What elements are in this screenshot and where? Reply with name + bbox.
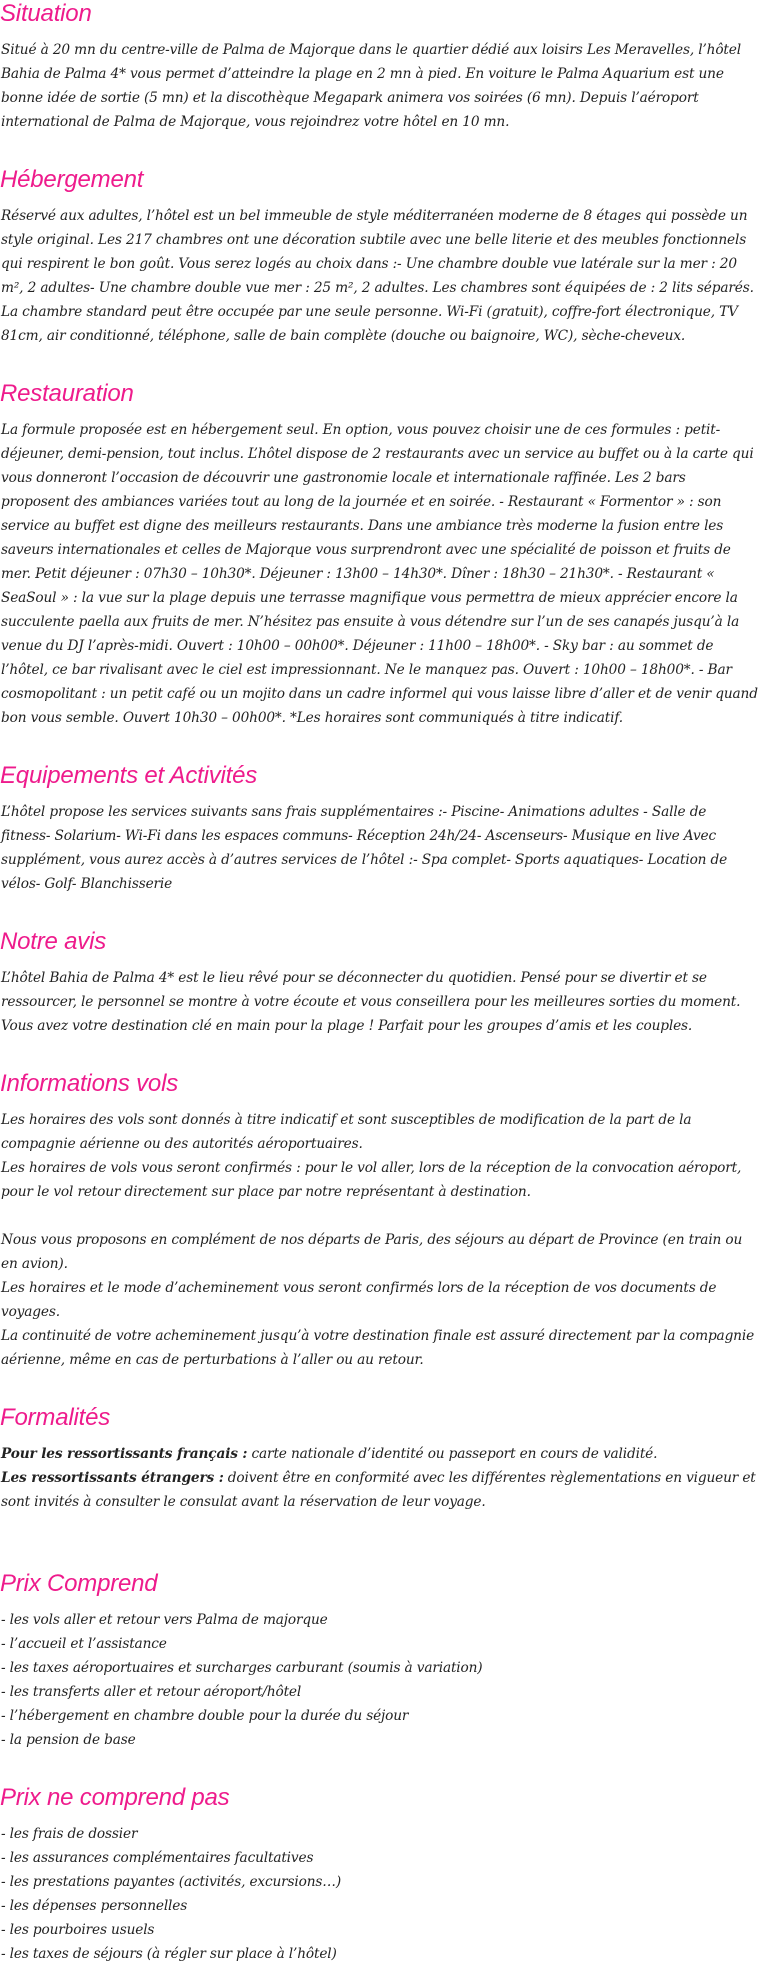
formalites-french-label: Pour les ressortissants français : — [1, 1446, 248, 1462]
list-item: - les assurances complémentaires facultatives — [1, 1850, 314, 1866]
list-item: - l’accueil et l’assistance — [1, 1636, 167, 1652]
list-item: - l’hébergement en chambre double pour la durée du séjour — [1, 1708, 409, 1724]
list-item: - les transferts aller et retour aéroport/hôtel — [1, 1684, 302, 1700]
section-title-restauration: Restauration — [0, 380, 134, 407]
section-title-vols: Informations vols — [0, 1070, 179, 1097]
vols-paragraph-5: La continuité de votre acheminement jusqu’à votre destination finale est assuré directement par la compagnie aérienne, même en cas de perturbations à l’aller ou au retour. — [1, 1328, 755, 1368]
section-title-formalites: Formalités — [0, 1404, 111, 1431]
prix-ne-comprend-list — [0, 1822, 758, 1966]
list-item: - la pension de base — [1, 1732, 136, 1748]
section-title-equipements: Equipements et Activités — [0, 762, 258, 789]
vols-paragraph-2: Les horaires de vols vous seront confirmés : pour le vol aller, lors de la réception de la convocation aéroport, pour le vol retour directement sur place par notre représentant à destination. — [1, 1160, 742, 1200]
list-item: - les taxes aéroportuaires et surcharges carburant (soumis à variation) — [1, 1660, 483, 1676]
vols-paragraph-4: Les horaires et le mode d’acheminement vous seront confirmés lors de la réception de vos documents de voyages. — [1, 1280, 717, 1320]
list-item: - les frais de dossier — [1, 1826, 138, 1842]
equipements-text: L’hôtel propose les services suivants sans frais supplémentaires :- Piscine- Animations adultes - Salle de fitness- Solarium- Wi-Fi dans les espaces communs- Réception 24h/24- Ascenseurs- Musique en live Avec supplément, vous aurez accès à d’autres services de l’hôtel :- Spa complet- Sports aquatiques- Location de vélos- Golf- Blanchisserie — [1, 804, 728, 892]
restauration-text: La formule proposée est en hébergement seul. En option, vous pouvez choisir une de ces formules : petit-déjeuner, demi-pension, tout inclus. L’hôtel dispose de 2 restaurants avec un service au buffet ou à la carte qui vous donneront l’occasion de découvrir une gastronomie locale et internationale raffinée. Les 2 bars proposent des ambiances variées tout au long de la journée et en soirée. - Restaurant « Formentor » : son service au buffet est digne des meilleurs restaurants. Dans une ambiance très moderne la fusion entre les saveurs internationales et celles de Majorque vous surprendront avec une spécialité de poisson et fruits de mer. Petit déjeuner : 07h30 – 10h30*. Déjeuner : 13h00 – 14h30*. Dîner : 18h30 – 21h30*. - Restaurant « SeaSoul » : la vue sur la plage depuis une terrasse magnifique vous permettra de mieux apprécier encore la succulente paella aux fruits de mer. N’hésitez pas ensuite à vous détendre sur l’un de ses canapés jusqu’à la venue du DJ l’après-midi. Ouvert : 10h00 – 00h00*. Déjeuner : 11h00 – 18h00*. - Sky bar : au sommet de l’hôtel, ce bar rivalisant avec le ciel est impressionnant. Ne le manquez pas. Ouvert : 10h00 – 18h00*. - Bar cosmopolitant : un petit café ou un mojito dans un cadre informel qui vous laisse libre d’aller et de venir quand bon vous semble. Ouvert 10h30 – 00h00*. *Les horaires sont communiqués à titre indicatif. — [1, 422, 758, 726]
section-title-hebergement: Hébergement — [0, 166, 144, 193]
vols-paragraph-1: Les horaires des vols sont donnés à titre indicatif et sont susceptibles de modification de la part de la compagnie aérienne ou des autorités aéroportuaires. — [1, 1112, 692, 1152]
vols-paragraph-3: Nous vous proposons en complément de nos départs de Paris, des séjours au départ de Province (en train ou en avion). — [1, 1232, 743, 1272]
section-title-situation: Situation — [0, 0, 92, 27]
section-title-avis: Notre avis — [0, 928, 107, 955]
formalites-french-text: carte nationale d’identité ou passeport en cours de validité. — [247, 1446, 658, 1462]
list-item: - les pourboires usuels — [1, 1922, 155, 1938]
section-title-prix-comprend: Prix Comprend — [0, 1570, 158, 1597]
prix-comprend-list — [0, 1608, 758, 1752]
avis-text: L’hôtel Bahia de Palma 4* est le lieu rêvé pour se déconnecter du quotidien. Pensé pour se divertir et se ressourcer, le personnel se montre à votre écoute et vous conseillera pour les meilleures sorties du moment. Vous avez votre destination clé en main pour la plage ! Parfait pour les groupes d’amis et les couples. — [1, 970, 741, 1034]
list-item: - les dépenses personnelles — [1, 1898, 188, 1914]
section-title-prix-ne-comprend: Prix ne comprend pas — [0, 1784, 230, 1811]
situation-text: Situé à 20 mn du centre-ville de Palma de Majorque dans le quartier dédié aux loisirs Les Meravelles, l’hôtel Bahia de Palma 4* vous permet d’atteindre la plage en 2 mn à pied. En voiture le Palma Aquarium est une bonne idée de sortie (5 mn) et la discothèque Megapark animera vos soirées (6 mn). Depuis l’aéroport international de Palma de Majorque, vous rejoindrez votre hôtel en 10 mn. — [1, 42, 741, 130]
list-item: - les vols aller et retour vers Palma de majorque — [1, 1612, 328, 1628]
list-item: - les taxes de séjours (à régler sur place à l’hôtel) — [1, 1946, 337, 1962]
hebergement-text: Réservé aux adultes, l’hôtel est un bel immeuble de style méditerranéen moderne de 8 étages qui possède un style original. Les 217 chambres ont une décoration subtile avec une belle literie et des meubles fonctionnels qui respirent le bon goût. Vous serez logés au choix dans :- Une chambre double vue latérale sur la mer : 20 m², 2 adultes- Une chambre double vue mer : 25 m², 2 adultes. Les chambres sont équipées de : 2 lits séparés. La chambre standard peut être occupée par une seule personne. Wi-Fi (gratuit), coffre-fort électronique, TV 81cm, air conditionné, téléphone, salle de bain complète (douche ou baignoire, WC), sèche-cheveux. — [1, 208, 754, 344]
formalites-foreign — [0, 1466, 758, 1514]
list-item: - les prestations payantes (activités, excursions…) — [1, 1874, 342, 1890]
formalites-foreign-text: doivent être en conformité avec les différentes règlementations en vigueur et sont invités à consulter le consulat avant la réservation de leur voyage. — [1, 1470, 756, 1510]
formalites-french — [0, 1442, 758, 1466]
formalites-foreign-label: Les ressortissants étrangers : — [1, 1470, 224, 1486]
